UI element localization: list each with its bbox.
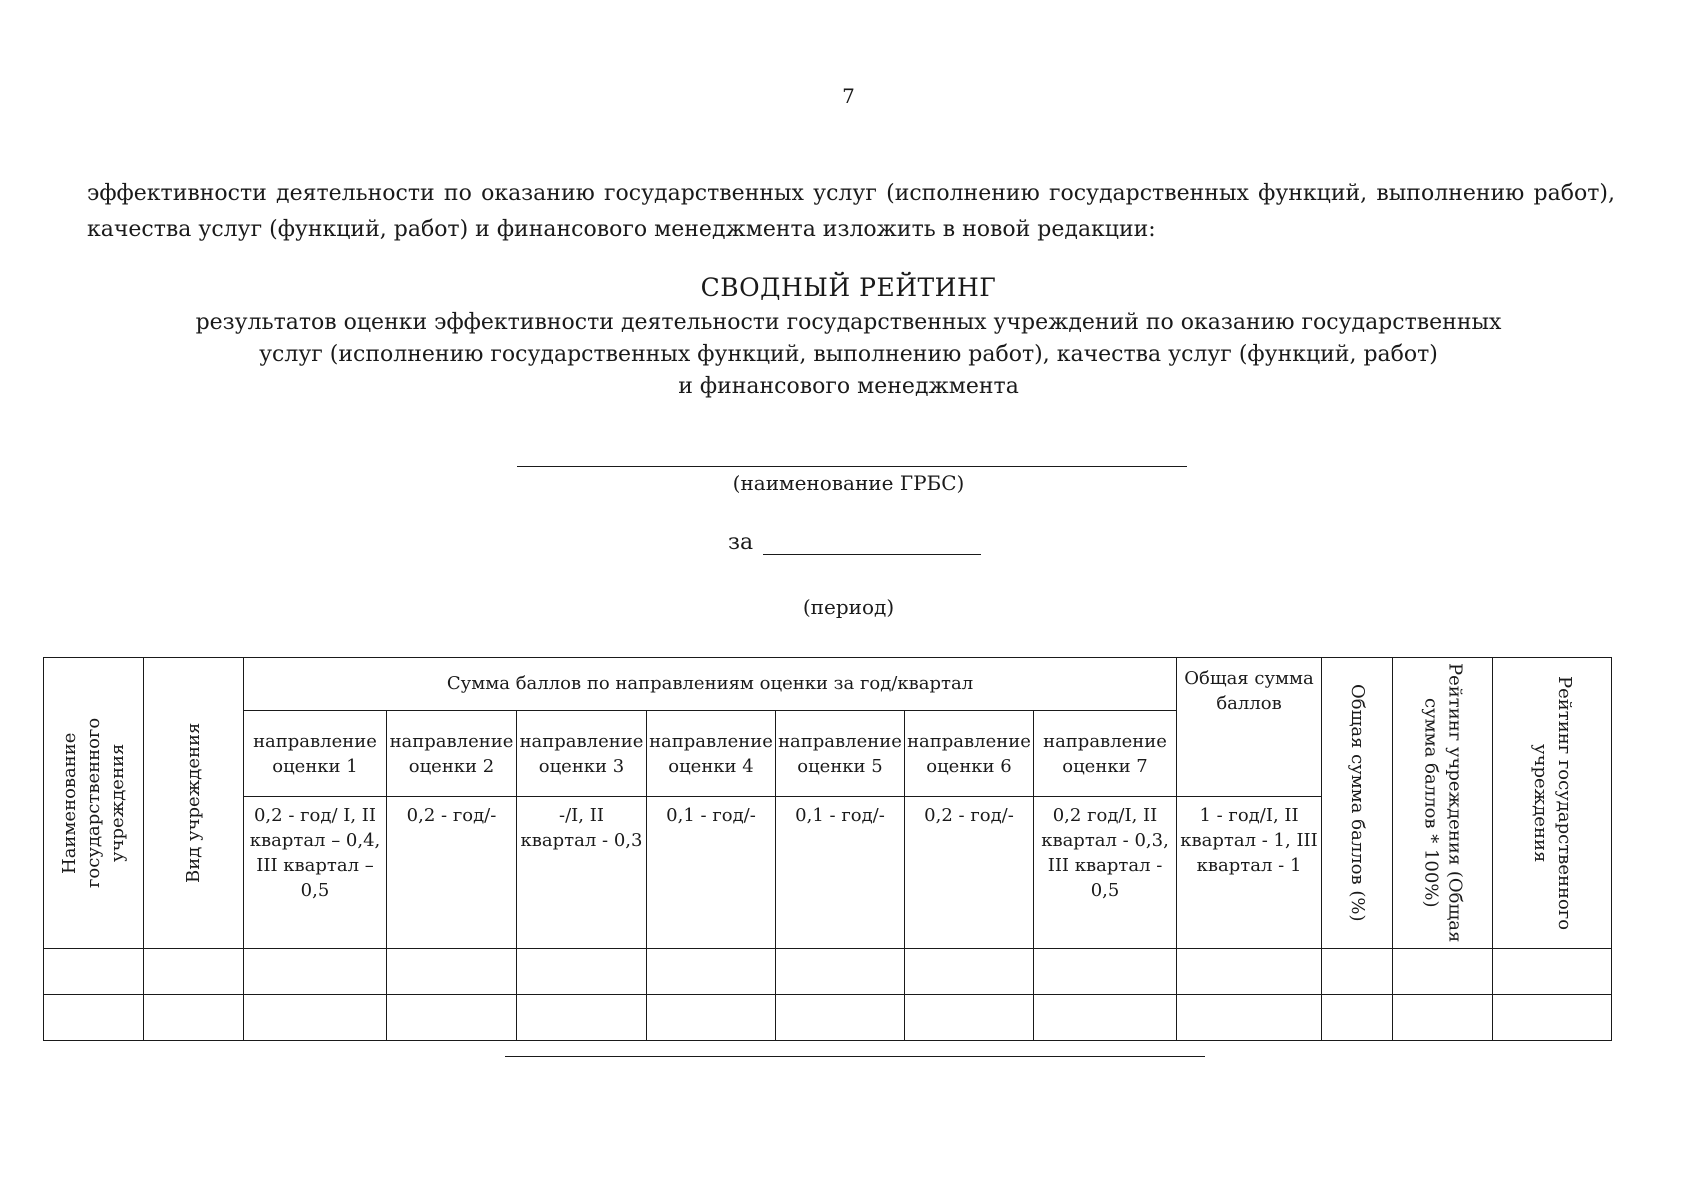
table-cell[interactable] (517, 949, 647, 995)
weight-direction-7: 0,2 год/I, II квартал - 0,3, III квартал - 0,5 (1034, 797, 1177, 949)
period-blank-line (763, 532, 981, 555)
table-cell[interactable] (244, 949, 387, 995)
table-cell[interactable] (905, 995, 1034, 1041)
rating-table (43, 657, 1612, 1041)
weight-direction-4: 0,1 - год/- (647, 797, 776, 949)
header-direction-3: направление оценки 3 (517, 710, 647, 796)
weight-direction-2: 0,2 - год/- (387, 797, 517, 949)
header-direction-5: направление оценки 5 (776, 710, 905, 796)
header-direction-6: направление оценки 6 (905, 710, 1034, 796)
subtitle-line: услуг (исполнению государственных функций, выполнению работ), качества услуг (функций, работ) (259, 342, 1438, 367)
intro-paragraph: эффективности деятельности по оказанию государственных услуг (исполнению государственных функций, выполнению работ), качества услуг (функций, работ) и финансового менеджмента изложить в новой редакции: (87, 181, 1615, 242)
period-caption: (период) (802, 595, 895, 619)
page-number: 7 (842, 84, 855, 108)
period-label: за (728, 530, 754, 555)
document-subtitle (0, 307, 1697, 403)
table-row (44, 949, 1612, 995)
table-cell[interactable] (1393, 995, 1493, 1041)
table-cell[interactable] (1177, 949, 1322, 995)
table-cell[interactable] (647, 949, 776, 995)
header-direction-7: направление оценки 7 (1034, 710, 1177, 796)
subtitle-line: результатов оценки эффективности деятельности государственных учреждений по оказанию государственных (195, 310, 1502, 335)
table-cell[interactable] (144, 995, 244, 1041)
table-cell[interactable] (905, 949, 1034, 995)
header-state-rating: Рейтинг государственного учреждения (1493, 658, 1612, 949)
document-title: СВОДНЫЙ РЕЙТИНГ (700, 273, 997, 302)
subtitle-line: и финансового менеджмента (678, 374, 1019, 399)
header-total-points: Общая сумма баллов (1177, 658, 1322, 797)
weight-direction-6: 0,2 - год/- (905, 797, 1034, 949)
header-rating: Рейтинг учреждения (Общая сумма баллов * 100%) (1393, 658, 1493, 949)
header-direction-2: направление оценки 2 (387, 710, 517, 796)
header-direction-4: направление оценки 4 (647, 710, 776, 796)
table-row (44, 995, 1612, 1041)
table-cell[interactable] (387, 949, 517, 995)
table-cell[interactable] (1034, 949, 1177, 995)
header-total-percent: Общая сумма баллов (%) (1322, 658, 1393, 949)
table-cell[interactable] (1493, 949, 1612, 995)
header-institution-name: Наименование государственного учреждения (44, 658, 144, 949)
table-cell[interactable] (1322, 949, 1393, 995)
table-cell[interactable] (1177, 995, 1322, 1041)
table-cell[interactable] (387, 995, 517, 1041)
table-cell[interactable] (244, 995, 387, 1041)
grbs-caption: (наименование ГРБС) (732, 471, 965, 495)
table-cell[interactable] (144, 949, 244, 995)
table-cell[interactable] (1322, 995, 1393, 1041)
grbs-name-blank-line (517, 466, 1187, 467)
table-cell[interactable] (1034, 995, 1177, 1041)
table-cell[interactable] (776, 949, 905, 995)
header-institution-type: Вид учреждения (144, 658, 244, 949)
header-direction-group: Сумма баллов по направлениям оценки за год/квартал (244, 658, 1177, 711)
weight-total: 1 - год/I, II квартал - 1, III квартал - 1 (1177, 797, 1322, 949)
weight-direction-5: 0,1 - год/- (776, 797, 905, 949)
table-cell[interactable] (1493, 995, 1612, 1041)
weight-direction-1: 0,2 - год/ I, II квартал – 0,4, III квартал – 0,5 (244, 797, 387, 949)
closing-divider-line (505, 1056, 1205, 1057)
table-cell[interactable] (44, 995, 144, 1041)
table-cell[interactable] (44, 949, 144, 995)
table-cell[interactable] (517, 995, 647, 1041)
weight-direction-3: -/I, II квартал - 0,3 (517, 797, 647, 949)
table-cell[interactable] (647, 995, 776, 1041)
table-cell[interactable] (776, 995, 905, 1041)
header-direction-1: направление оценки 1 (244, 710, 387, 796)
table-cell[interactable] (1393, 949, 1493, 995)
period-row (728, 530, 981, 555)
